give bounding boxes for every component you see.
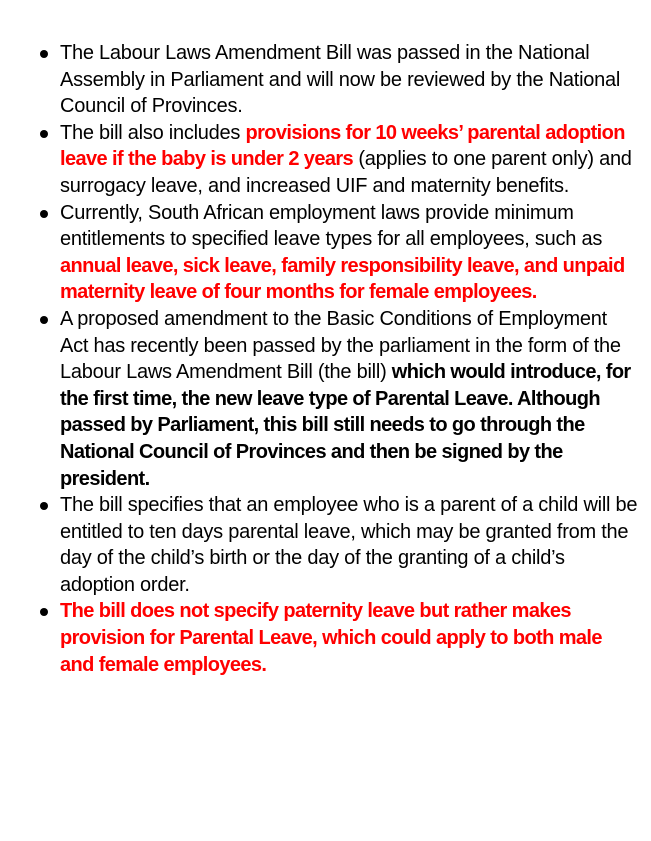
bullet-icon bbox=[40, 50, 48, 58]
highlighted-text: annual leave, sick leave, family responsibility leave, and unpaid maternity leave of four months for female employees. bbox=[60, 254, 625, 304]
bullet-icon bbox=[40, 210, 48, 218]
text-segment: The bill also includes bbox=[60, 121, 246, 144]
bullet-item-parental-leave-both bbox=[38, 598, 638, 678]
text-segment: Currently, South African employment laws provide minimum entitlements to specified leave types for all employees, such as bbox=[60, 201, 603, 251]
bullet-item-proposed-amendment bbox=[38, 306, 638, 492]
text-segment: A proposed amendment to the Basic Conditions of Employment Act has recently been passed by the parliament in the form of the Labour Laws Amendment Bill (the bill) bbox=[60, 307, 621, 384]
text-segment: The Labour Laws Amendment Bill was passed in the National Assembly in Parliament and will now be reviewed by the National Council of Provinces. bbox=[60, 42, 621, 118]
document-body bbox=[38, 40, 638, 678]
highlighted-text: The bill does not specify paternity leave but rather makes provision for Parental Leave, which could apply to both male and female employees. bbox=[60, 600, 602, 676]
bullet-item-ten-days-leave bbox=[38, 492, 638, 598]
bullet-item-labour-bill-passed bbox=[38, 40, 638, 120]
text-segment: (applies to one parent only) and surrogacy leave, and increased UIF and maternity benefits. bbox=[60, 148, 632, 197]
bold-text: which would introduce, for the first time, the new leave type of Parental Leave. Although passed by Parliament, this bill still needs to go through the National Council of Provinces and then be signed by the president. bbox=[60, 361, 631, 490]
text-segment: The bill specifies that an employee who is a parent of a child will be entitled to ten days parental leave, which may be granted from the day of the child’s birth or the day of the granting of a child’s adoption order. bbox=[60, 494, 638, 596]
highlighted-text: provisions for 10 weeks’ parental adoption leave if the baby is under 2 years bbox=[60, 121, 625, 171]
bullet-icon bbox=[40, 608, 48, 616]
bullet-icon bbox=[40, 130, 48, 138]
bullet-icon bbox=[40, 502, 48, 510]
bullet-list bbox=[38, 40, 638, 678]
bullet-item-bill-provisions bbox=[38, 120, 638, 200]
bullet-icon bbox=[40, 316, 48, 324]
bullet-item-current-laws bbox=[38, 200, 638, 306]
